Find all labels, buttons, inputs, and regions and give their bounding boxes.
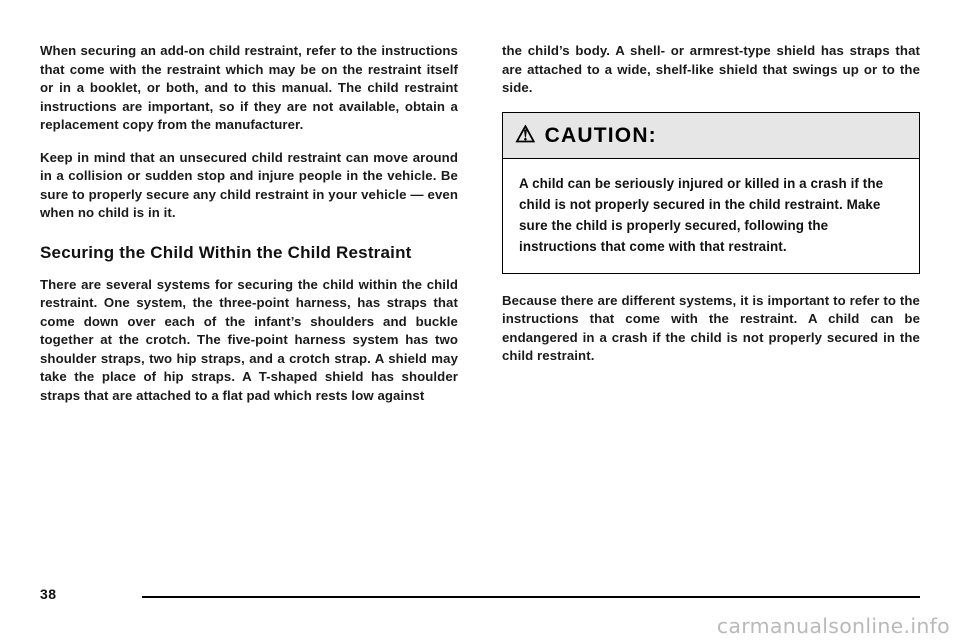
caution-title: CAUTION: (544, 123, 657, 147)
footer-divider (142, 596, 920, 598)
left-column (40, 42, 458, 405)
caution-header (503, 113, 919, 159)
warning-triangle-icon: ⚠ (515, 120, 536, 147)
paragraph-different-systems: Because there are different systems, it is important to refer to the instructions that come with the restraint. A child can be endangered in a crash if the child is not properly secured in the child restraint. (502, 292, 920, 363)
paragraph-harness-systems: There are several systems for securing the child within the child restraint. One system, the three-point harness, has straps that come down over each of the infant’s shoulders and buckle together at the crotch. The five-point harness system has two shoulder straps, two hip straps, and a crotch strap. A shield may take the place of hip straps. A T-shaped shield has shoulder straps that are attached to a flat pad which rests low against (40, 276, 458, 403)
page-columns (40, 42, 920, 405)
paragraph-add-on-restraint: When securing an add-on child restraint, refer to the instructions that come with the restraint which may be on the restraint itself or in a booklet, or both, and to this manual. The child restraint instructions are important, so if they are not available, obtain a replacement copy from the manufacturer. (40, 43, 458, 132)
section-heading-securing-child: Securing the Child Within the Child Restraint (40, 242, 412, 262)
right-column (502, 42, 920, 405)
caution-text: A child can be seriously injured or killed in a crash if the child is not properly secured in the child restraint. Make sure the child is properly secured, following the instructions that come with that restraint. (519, 175, 884, 254)
paragraph-shield-types: the child’s body. A shell- or armrest-type shield has straps that are attached to a wide, shelf-like shield that swings up or to the side. (502, 43, 920, 95)
caution-box (502, 112, 920, 274)
paragraph-unsecured-restraint: Keep in mind that an unsecured child restraint can move around in a collision or sudden stop and injure people in the vehicle. Be sure to properly secure any child restraint in your vehicle — even when no child is in it. (40, 149, 458, 220)
page-footer (40, 586, 920, 606)
caution-body (503, 159, 919, 273)
page-number: 38 (40, 586, 57, 602)
watermark: carmanualsonline.info (716, 614, 950, 638)
